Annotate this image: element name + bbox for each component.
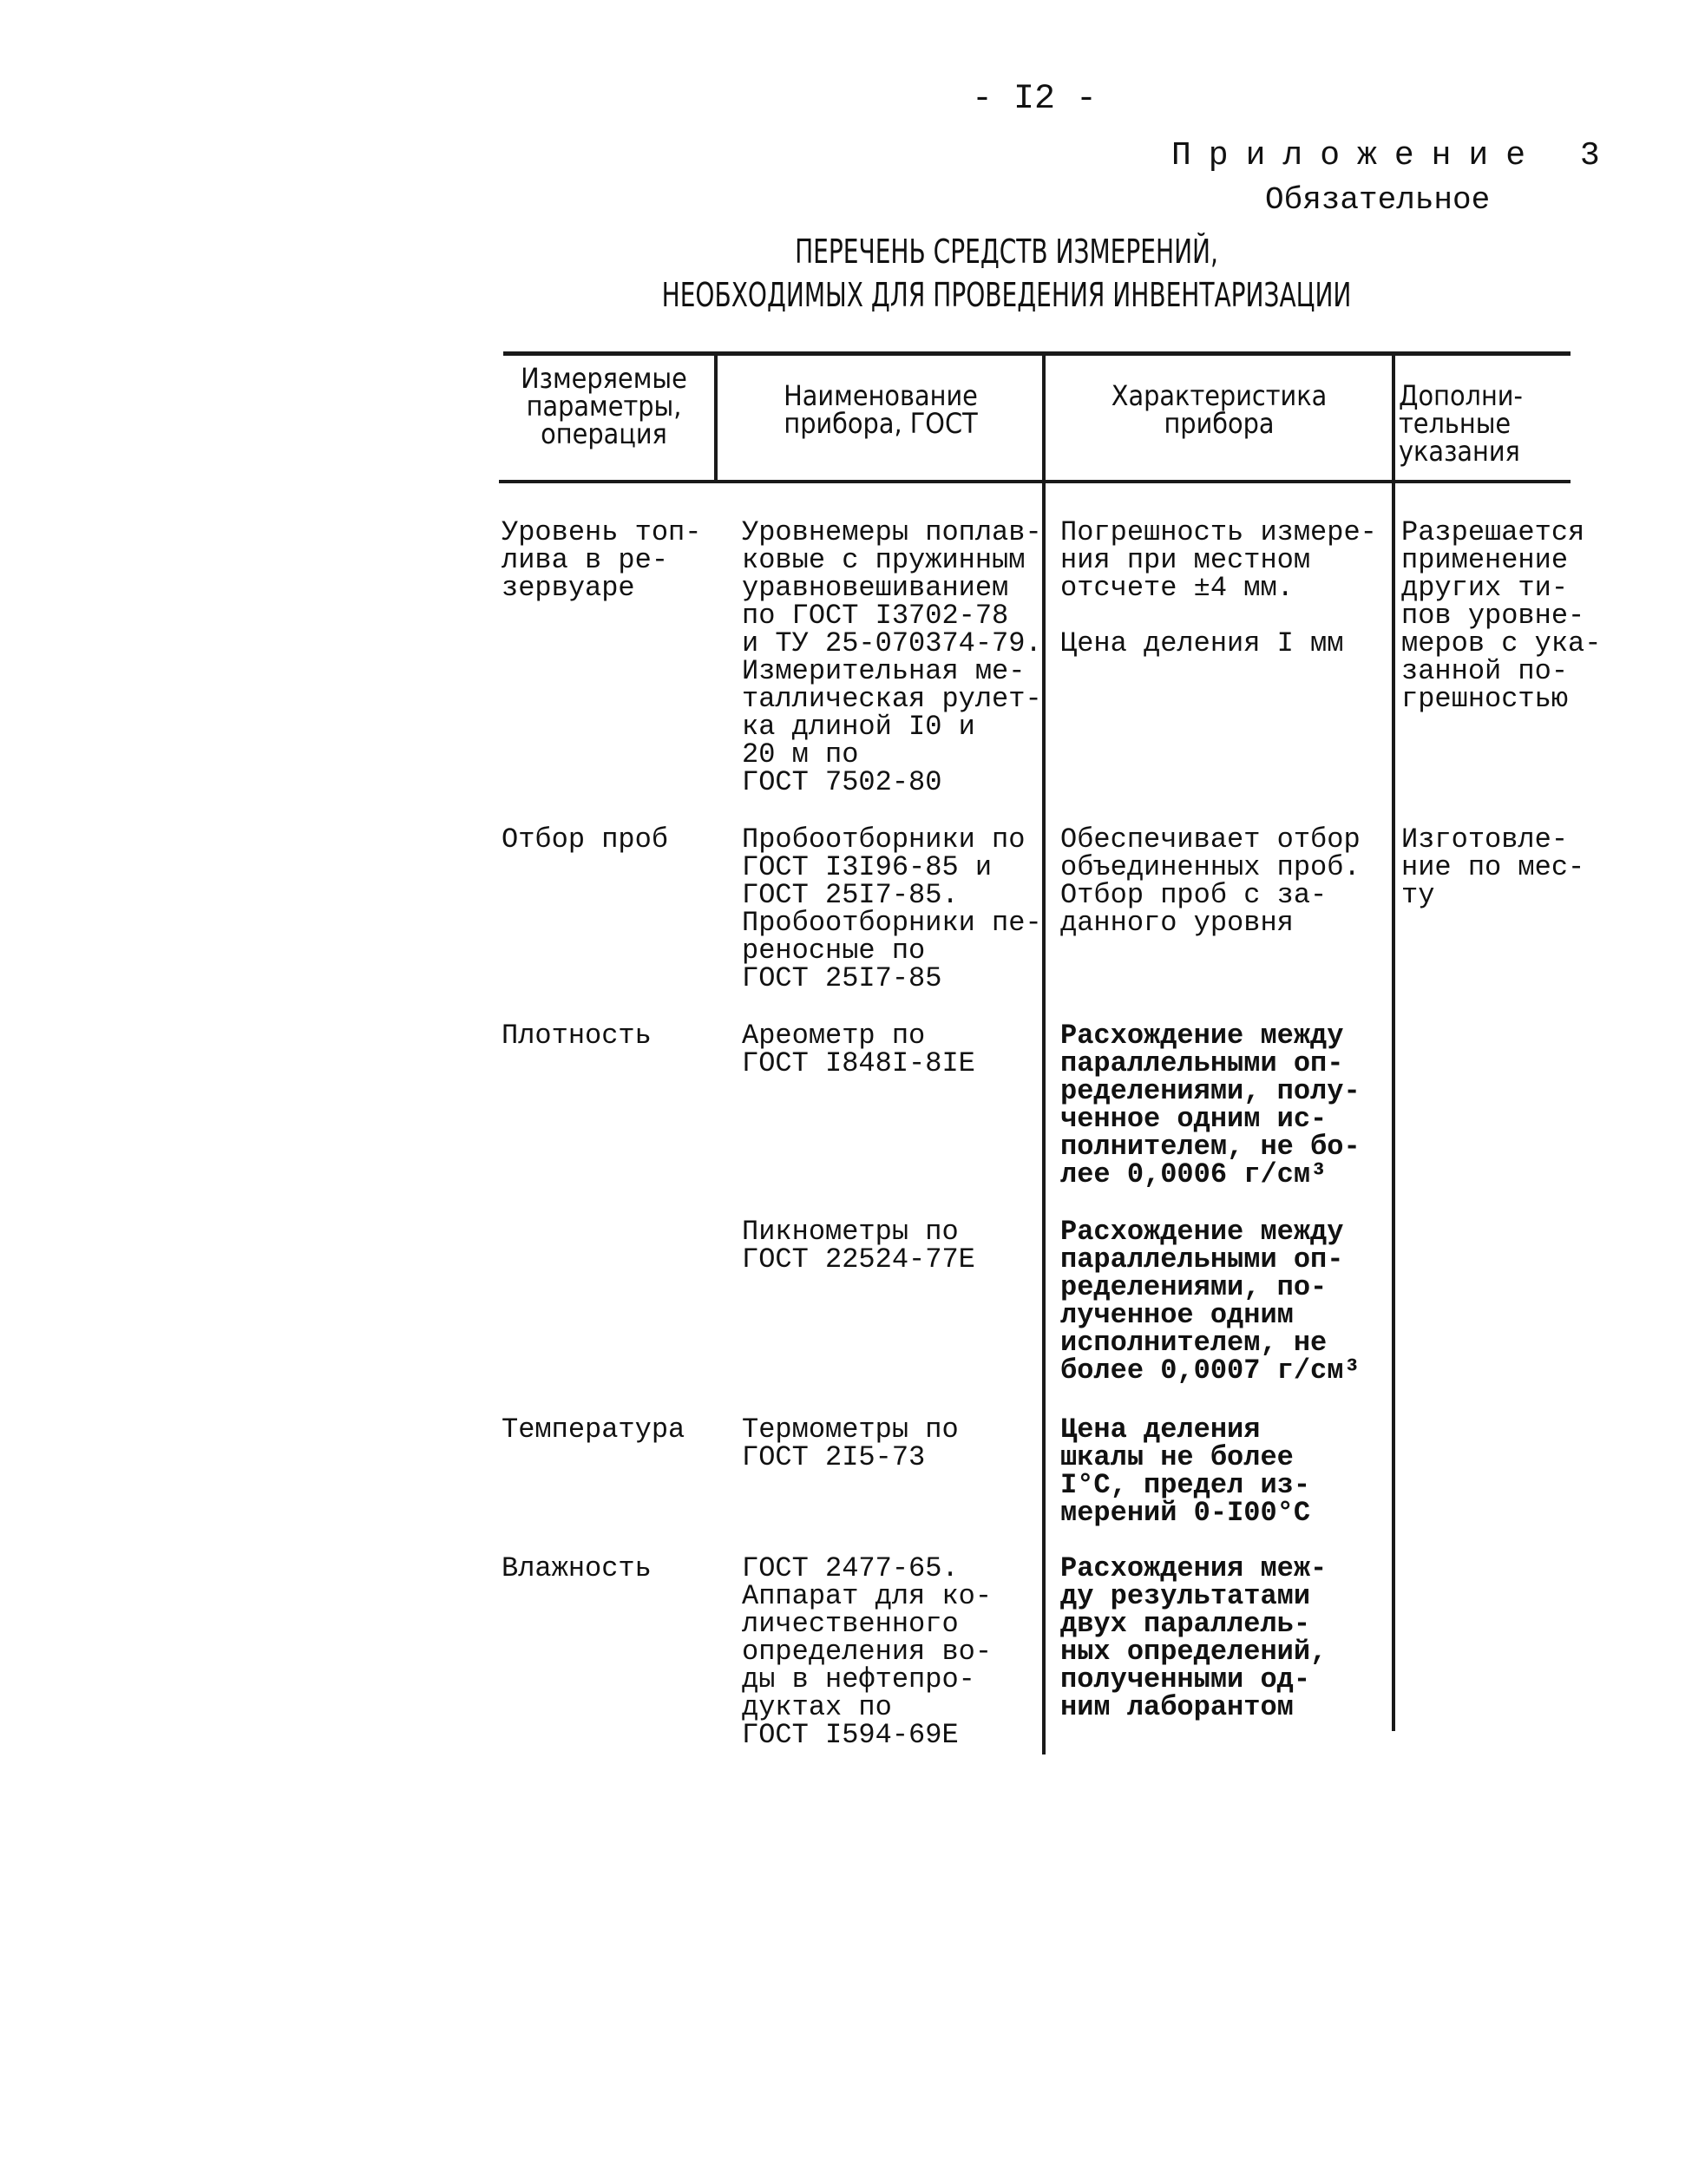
document-title-line-1: ПЕРЕЧЕНЬ СРЕДСТВ ИЗМЕРЕНИЙ,	[795, 233, 1218, 271]
table-cell-instrument: Пробоотборники по ГОСТ I3I96-85 и ГОСТ 25I7-85. Пробоотборники пе- реносные по ГОСТ 25I7-85	[742, 823, 1042, 994]
table-cell-notes: Изготовле- ние по мес- ту	[1401, 823, 1585, 911]
table-top-rule	[503, 351, 1571, 356]
header-characteristic: Характеристика прибора	[1111, 379, 1328, 440]
column-divider-1	[714, 354, 718, 480]
appendix-status: Обязательное	[1265, 182, 1491, 218]
table-cell-parameter: Влажность	[502, 1552, 652, 1584]
appendix-title: Приложение 3	[1171, 137, 1617, 174]
header-parameter: Измеряемые параметры, операция	[521, 362, 687, 450]
column-divider-2	[1042, 354, 1046, 1754]
table-cell-instrument: Ареометр по ГОСТ I848I-8IЕ	[742, 1020, 975, 1079]
table-cell-instrument: Термометры по ГОСТ 2I5-73	[742, 1413, 959, 1473]
table-cell-notes: Разрешается применение других ти- пов уровне- меров с ука- занной по- грешностью	[1401, 516, 1602, 715]
table-cell-characteristic: Погрешность измере- ния при местном отсчете ±4 мм. Цена деления I мм	[1060, 516, 1377, 659]
column-divider-3	[1392, 354, 1395, 1731]
table-cell-instrument: Уровнемеры поплав- ковые с пружинным уравновешиванием по ГОСТ I3702-78 и ТУ 25-070374-79. Измерительная ме- таллическая рулет- ка длиной I0 и 20 м по ГОСТ 7502-80	[742, 516, 1042, 798]
header-notes: Дополни- тельные указания	[1399, 379, 1523, 468]
table-header-rule	[499, 480, 1571, 483]
table-cell-instrument: ГОСТ 2477-65. Аппарат для ко- личественного определения во- ды в нефтепро- дуктах по ГОСТ I594-69Е	[742, 1552, 993, 1751]
table-cell-parameter: Плотность	[502, 1020, 652, 1052]
document-title-line-2: НЕОБХОДИМЫХ ДЛЯ ПРОВЕДЕНИЯ ИНВЕНТАРИЗАЦИИ	[661, 276, 1352, 314]
table-cell-characteristic: Расхождение между параллельными оп- ределениями, полу- ченное одним ис- полнителем, не бо- лее 0,0006 г/см³	[1060, 1020, 1361, 1190]
table-cell-instrument: Пикнометры по ГОСТ 22524-77Е	[742, 1216, 975, 1276]
table-cell-characteristic: Расхождение между параллельными оп- ределениями, по- лученное одним исполнителем, не более 0,0007 г/см³	[1060, 1216, 1361, 1387]
table-cell-characteristic: Обеспечивает отбор объединенных проб. Отбор проб с за- данного уровня	[1060, 823, 1361, 939]
table-cell-characteristic: Цена деления шкалы не более I°С, предел из- мерений 0-I00°С	[1060, 1413, 1311, 1529]
page-number: - I2 -	[972, 80, 1098, 119]
table-cell-characteristic: Расхождения меж- ду результатами двух параллель- ных определений, полученными од- ним лаборантом	[1060, 1552, 1328, 1723]
header-instrument: Наименование прибора, ГОСТ	[784, 379, 978, 440]
table-cell-parameter: Отбор проб	[502, 823, 669, 856]
table-cell-parameter: Температура	[502, 1413, 685, 1446]
table-cell-parameter: Уровень топ- лива в ре- зервуаре	[502, 516, 702, 604]
